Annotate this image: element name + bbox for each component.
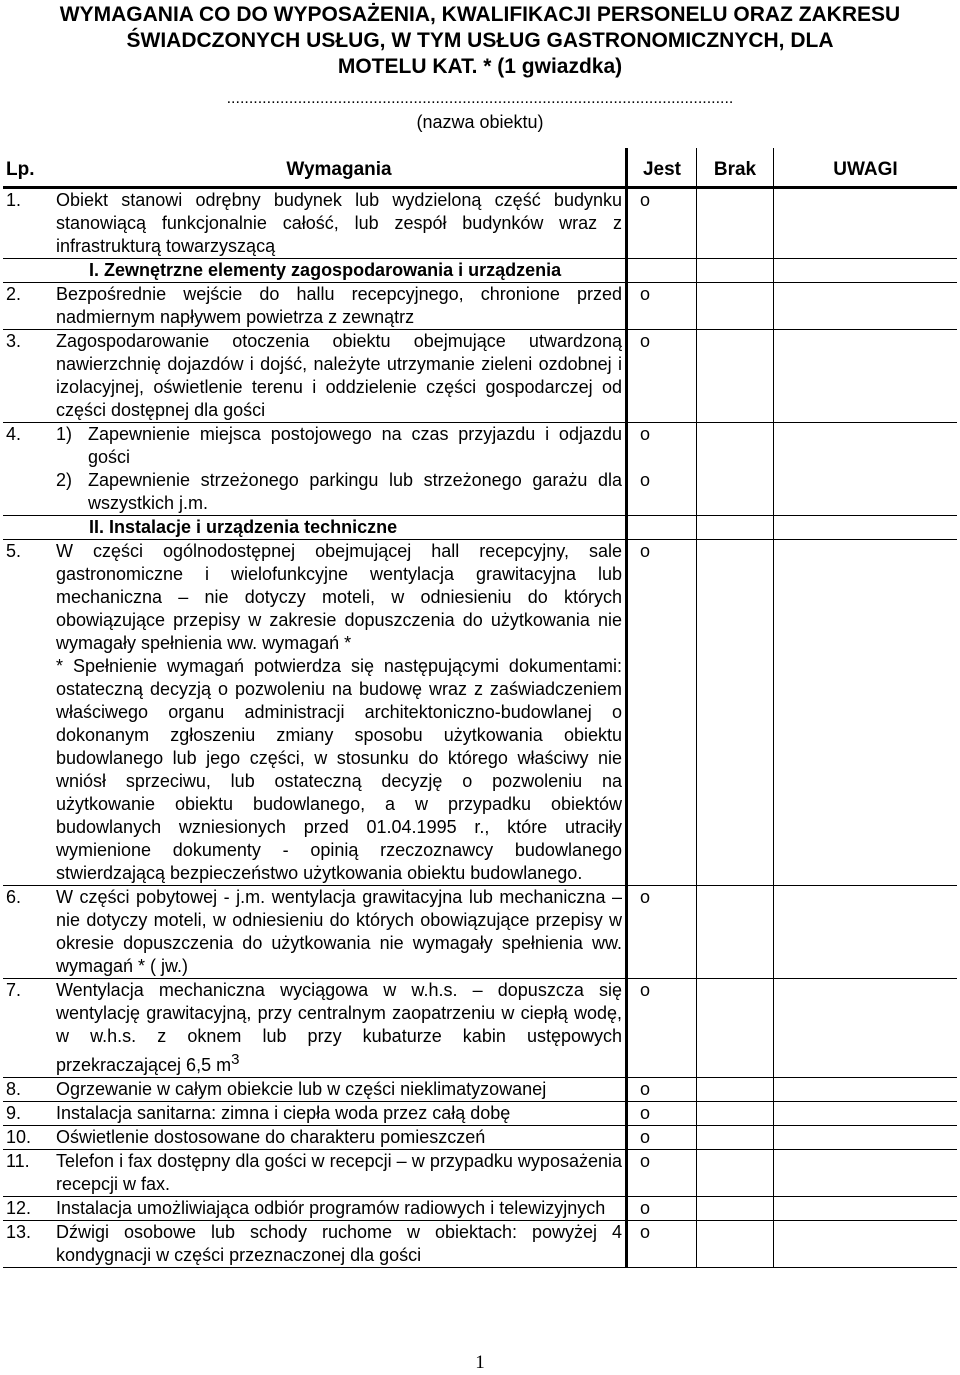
column-header-requirements: Wymagania [53,148,627,188]
jest-mark: o [627,1102,697,1126]
table-row [3,1102,957,1126]
section-heading-row [3,259,957,283]
superscript-unit: 3 [231,1051,240,1068]
column-header-uwagi: UWAGI [774,148,958,188]
brak-cell [697,1102,774,1126]
row-number [3,259,53,283]
row-number: 9. [3,1102,53,1126]
brak-cell [697,188,774,259]
object-name-placeholder: .................................................................................................................. [226,90,734,107]
jest-mark: o [627,1126,697,1150]
requirement-text: Dźwigi osobowe lub schody ruchome w obiektach: powyżej 4 kondygnacji w części przeznaczonej dla gości [53,1221,627,1268]
uwagi-cell [774,1126,958,1150]
uwagi-cell [774,1197,958,1221]
section-heading: I. Zewnętrzne elementy zagospodarowania i urządzenia [53,259,627,283]
table-row [3,979,957,1078]
requirement-text-body: Wentylacja mechaniczna wyciągowa w w.h.s. – dopuszcza się wentylację grawitacyjną, przy centralnym zaopatrzeniu w ciepłą wodę, w w.h.s. z oknem lub przy kubaturze kabin ustępowych przekraczającej 6,5 m [56,980,622,1075]
jest-mark: o [627,540,697,886]
table-header-row [3,148,957,188]
table-row [3,1197,957,1221]
table-row [3,330,957,423]
row-number [3,516,53,540]
table-row [3,1126,957,1150]
uwagi-cell [774,979,958,1078]
sub-item-number: 1) [56,424,73,444]
brak-cell [697,979,774,1078]
title-line-3: MOTELU KAT. * (1 gwiazdka) [337,55,623,78]
brak-cell [697,1221,774,1268]
title-line-1: WYMAGANIA CO DO WYPOSAŻENIA, KWALIFIKACJI PERSONELU ORAZ ZAKRESU [59,3,901,26]
section-heading-row [3,516,957,540]
sub-item-text: Zapewnienie miejsca postojowego na czas przyjazdu i odjazdu gości [88,424,622,467]
brak-cell [697,1197,774,1221]
brak-cell [697,516,774,540]
requirement-text: Obiekt stanowi odrębny budynek lub wydzieloną część budynku stanowiącą funkcjonalnie całość, lub zespół budynków wraz z infrastrukturą towarzyszącą [53,188,627,259]
jest-mark: o [627,1197,697,1221]
brak-cell [697,330,774,423]
uwagi-cell [774,188,958,259]
requirement-text: Instalacja umożliwiająca odbiór programów radiowych i telewizyjnych [53,1197,627,1221]
requirement-text: Telefon i fax dostępny dla gości w recepcji – w przypadku wyposażenia recepcji w fax. [53,1150,627,1197]
row-number: 5. [3,540,53,886]
table-row [3,886,957,979]
requirement-text: Zagospodarowanie otoczenia obiektu obejmujące utwardzoną nawierzchnię dojazdów i dojść, należyte utrzymanie zieleni ozdobnej i izolacyjnej, oświetlenie terenu i oddzielenie części gospodarczej od części dostępnej dla gości [53,330,627,423]
jest-mark: o [627,283,697,330]
uwagi-cell [774,886,958,979]
requirement-text [53,979,627,1078]
jest-mark: o [640,470,651,490]
requirement-text: Oświetlenie dostosowane do charakteru pomieszczeń [53,1126,627,1150]
requirement-text [53,423,627,516]
jest-mark: o [627,1221,697,1268]
brak-cell [697,259,774,283]
requirements-table [3,148,957,1268]
requirement-footnote: * Spełnienie wymagań potwierdza się następującymi dokumentami: ostateczną decyzją o pozwoleniu na budowę wraz z zaświadczeniem właściwego organu administracji architektoniczno-budowlanej o dokonanym zgłoszeniu zmiany sposobu użytkowania obiektu budowlanego lub jego części, w stosunku do którego właściwy nie wniósł sprzeciwu, lub ostateczną decyzję o pozwoleniu na użytkowanie obiektu budowlanego, a w przypadku obiektów budowlanych wzniesionych przed 01.04.1995 r., które utraciły wymienione dokumenty - opinią rzeczoznawcy budowlanego stwierdzającą bezpieczeństwo użytkowania obiektu budowlanego. [56,656,622,883]
uwagi-cell [774,540,958,886]
requirement-text: Bezpośrednie wejście do hallu recepcyjnego, chronione przed nadmiernym napływem powietrza z zewnątrz [53,283,627,330]
brak-cell [697,283,774,330]
object-name-caption: (nazwa obiektu) [416,112,544,132]
section-heading: II. Instalacje i urządzenia techniczne [53,516,627,540]
column-header-lp: Lp. [3,148,53,188]
row-number: 7. [3,979,53,1078]
jest-cell [627,259,697,283]
table-row [3,540,957,886]
brak-cell [697,886,774,979]
brak-cell [697,423,774,516]
uwagi-cell [774,423,958,516]
requirement-text: W części pobytowej - j.m. wentylacja grawitacyjna lub mechaniczna – nie dotyczy moteli, w odniesieniu do których obowiązujące przepisy w okresie dopuszczenia do użytkowania nie wymagały spełnienia ww. wymagań * ( jw.) [53,886,627,979]
table-row [3,283,957,330]
row-number: 2. [3,283,53,330]
table-row [3,1078,957,1102]
brak-cell [697,1126,774,1150]
uwagi-cell [774,1221,958,1268]
jest-mark: o [627,886,697,979]
uwagi-cell [774,283,958,330]
uwagi-cell [774,259,958,283]
jest-mark: o [627,330,697,423]
requirement-paragraph: W części ogólnodostępnej obejmującej hall recepcyjny, sale gastronomiczne i wielofunkcyjne wentylacja grawitacyjna lub mechaniczna – nie dotyczy moteli, w odniesieniu do których obowiązujące przepisy w zakresie dopuszczenia do użytkowania nie wymagały spełnienia ww. wymagań * [56,541,622,653]
column-header-jest: Jest [627,148,697,188]
brak-cell [697,1150,774,1197]
table-row [3,1150,957,1197]
requirement-text [53,540,627,886]
row-number: 12. [3,1197,53,1221]
table-row [3,188,957,259]
table-row [3,423,957,516]
sub-item-number: 2) [56,470,73,490]
column-header-brak: Brak [697,148,774,188]
row-number: 10. [3,1126,53,1150]
row-number: 1. [3,188,53,259]
jest-mark: o [640,424,651,444]
uwagi-cell [774,1150,958,1197]
uwagi-cell [774,516,958,540]
page-number: 1 [475,1352,485,1373]
table-row [3,1221,957,1268]
jest-mark: o [627,188,697,259]
jest-mark: o [627,979,697,1078]
title-line-2: ŚWIADCZONYCH USŁUG, W TYM USŁUG GASTRONOMICZNYCH, DLA [126,29,834,52]
requirement-text: Instalacja sanitarna: zimna i ciepła woda przez całą dobę [53,1102,627,1126]
brak-cell [697,1078,774,1102]
uwagi-cell [774,1078,958,1102]
row-number: 13. [3,1221,53,1268]
jest-cell [627,423,697,516]
jest-mark: o [627,1078,697,1102]
sub-item [56,469,622,515]
row-number: 3. [3,330,53,423]
sub-item-text: Zapewnienie strzeżonego parkingu lub strzeżonego garażu dla wszystkich j.m. [88,470,622,513]
row-number: 8. [3,1078,53,1102]
uwagi-cell [774,330,958,423]
requirement-text: Ogrzewanie w całym obiekcie lub w części nieklimatyzowanej [53,1078,627,1102]
jest-mark: o [627,1150,697,1197]
brak-cell [697,540,774,886]
row-number: 11. [3,1150,53,1197]
row-number: 6. [3,886,53,979]
row-number: 4. [3,423,53,516]
jest-cell [627,516,697,540]
uwagi-cell [774,1102,958,1126]
document-header [0,0,960,133]
sub-item [56,423,622,469]
document-title [0,2,960,80]
